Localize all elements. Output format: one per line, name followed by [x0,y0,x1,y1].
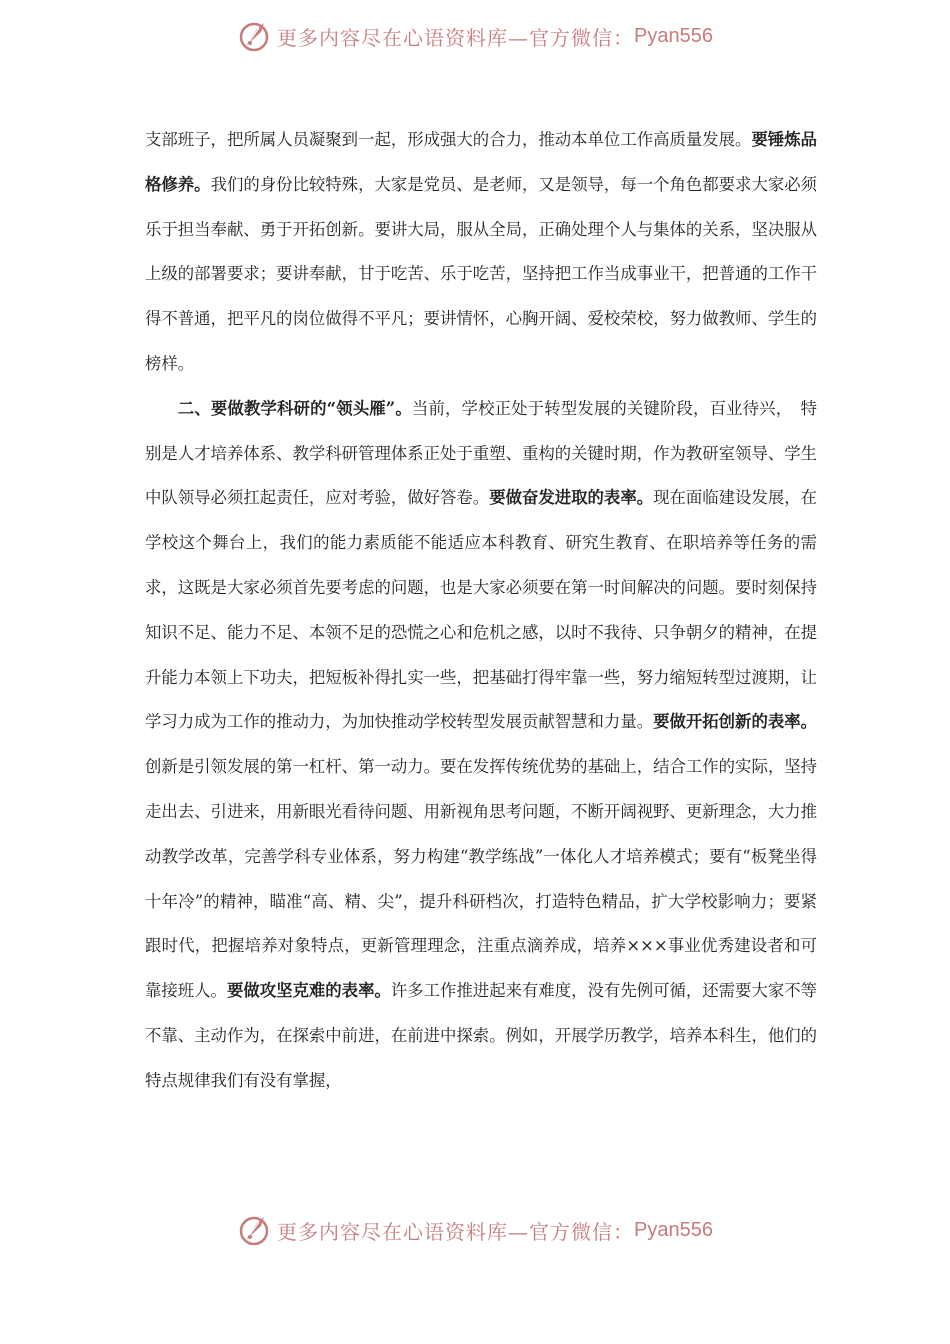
bold-heading-segment: 要锤炼品格修养。 [145,130,818,194]
bold-heading-segment: 要做攻坚克难的表率。 [226,981,391,1001]
banner-text: 更多内容尽在心语资料库—官方微信： [277,1219,635,1244]
document-body [145,118,817,1104]
text-segment: 当前，学校正处于转型发展的关键阶段，百业待兴， 特别是人才培养体系、教学科研管理体系正处于重塑、重构的关键时期，作为教研室领导、学生中队领导必须扛起责任，应对考验，做好答卷。 [145,398,818,508]
banner-wechat-id: Pyan556 [634,24,713,47]
text-segment: 许多工作推进起来有难度，没有先例可循，还需要大家不等不靠、主动作为，在探索中前进，在前进中探索。例如，开展学历教学，培养本科生，他们的特点规律我们有没有掌握， [145,981,818,1090]
quill-pen-seal-icon [237,1213,271,1247]
footer-banner [0,1208,950,1252]
header-banner [0,14,950,58]
paragraph-1 [145,118,817,387]
text-segment: 现在面临建设发展，在学校这个舞台上，我们的能力素质能不能适应本科教育、研究生教育、在职培养等任务的需求，这既是大家必须首先要考虑的问题，也是大家必须要在第一时间解决的问题。要时刻保持知识不足、能力不足、本领不足的恐慌之心和危机之感，以时不我待、只争朝夕的精神，在提升能力本领上下功夫，把短板补得扎实一些，把基础打得牢靠一些，努力缩短转型过渡期，让学习力成为工作的推动力，为加快推动学校转型发展贡献智慧和力量。 [145,488,818,732]
quill-pen-seal-icon [237,19,271,53]
paragraph-2 [145,387,817,1104]
text-segment: 创新是引领发展的第一杠杆、第一动力。要在发挥传统优势的基础上，结合工作的实际，坚持走出去、引进来，用新眼光看待问题、用新视角思考问题，不断开阔视野、更新理念，大力推动教学改革，完善学科专业体系，努力构建“教学练战”一体化人才培养模式；要有“板凳坐得十年冷”的精神，瞄准“高、精、尖”，提升科研档次，打造特色精品，扩大学校影响力；要紧跟时代，把握培养对象特点，更新管理理念，注重点滴养成，培养×××事业优秀建设者和可靠接班人。 [145,757,818,1001]
section-heading-segment: 二、要做教学科研的“领头雁”。 [177,398,412,418]
bold-heading-segment: 要做奋发进取的表率。 [489,488,654,508]
banner-wechat-id: Pyan556 [634,1218,713,1241]
text-segment: 我们的身份比较特殊，大家是党员、是老师，又是领导，每一个角色都要求大家必须乐于担当奉献、勇于开拓创新。要讲大局，服从全局，正确处理个人与集体的关系，坚决服从上级的部署要求；要讲奉献，甘于吃苦、乐于吃苦，坚持把工作当成事业干，把普通的工作干得不普通，把平凡的岗位做得不平凡；要讲情怀，心胸开阔、爱校荣校，努力做教师、学生的榜样。 [145,174,818,373]
text-segment: 支部班子，把所属人员凝聚到一起，形成强大的合力，推动本单位工作高质量发展。 [145,130,752,149]
bold-heading-segment: 要做开拓创新的表率。 [653,712,818,732]
banner-text: 更多内容尽在心语资料库—官方微信： [277,25,635,50]
